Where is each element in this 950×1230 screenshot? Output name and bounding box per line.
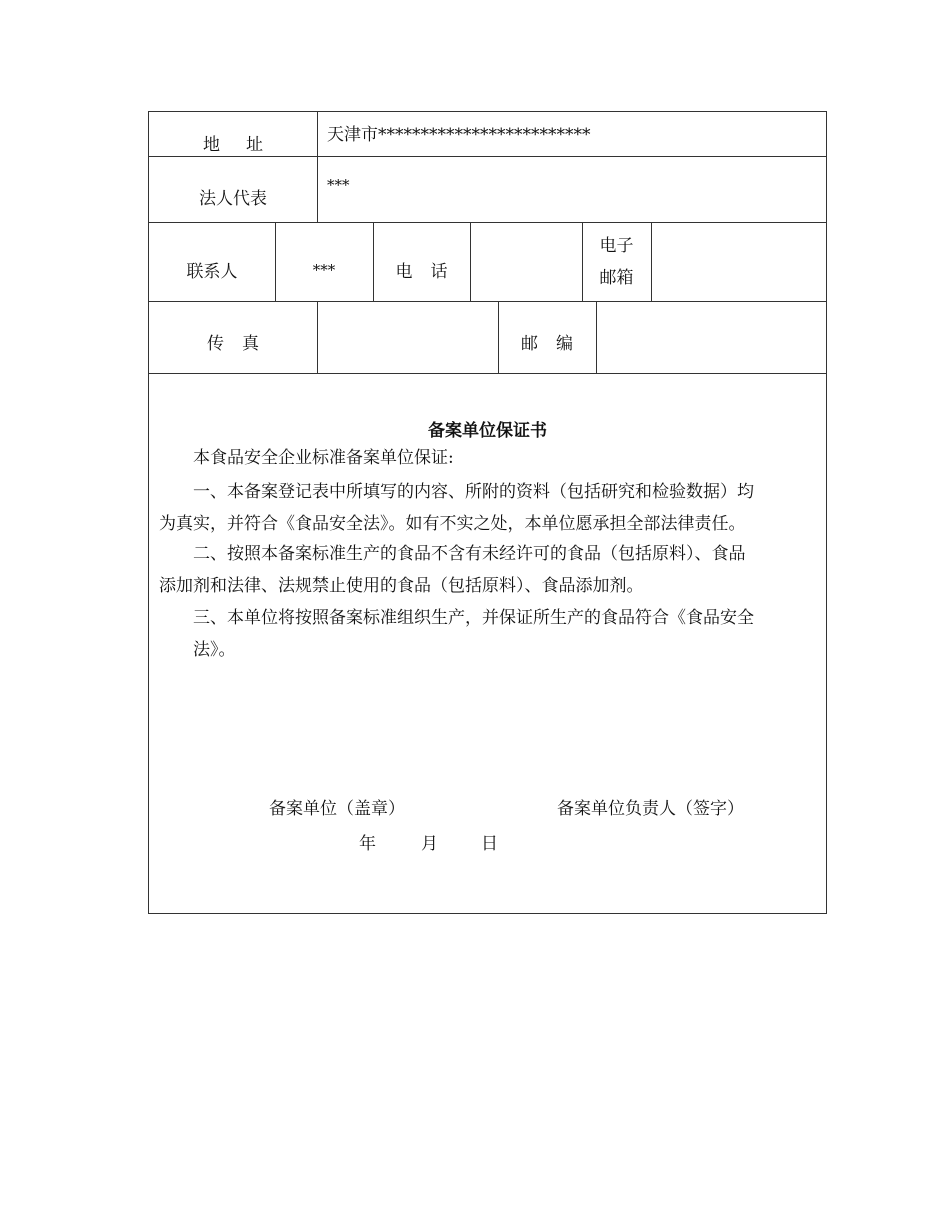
date-day: 日 — [481, 834, 498, 854]
date-year: 年 — [359, 834, 376, 854]
legal-rep-value[interactable] — [327, 156, 822, 222]
phone-label — [373, 222, 470, 301]
phone-value[interactable] — [470, 222, 582, 301]
email-label-line1: 电子 — [599, 235, 634, 256]
item1-line2: 为真实，并符合《食品安全法》。如有不实之处，本单位愿承担全部法律责任。 — [159, 514, 746, 534]
item2-line2: 添加剂和法律、法规禁止使用的食品（包括原料）、食品添加剂。 — [159, 576, 644, 596]
legal-rep-value-text: *** — [327, 176, 350, 194]
column-divider — [317, 112, 318, 222]
filing-form — [148, 111, 827, 914]
legal-rep-label-text: 法人代表 — [199, 188, 267, 209]
item3-line2: 法》。 — [193, 640, 236, 660]
signature-label: 备案单位负责人（签字） — [557, 799, 744, 819]
fax-label-text: 传真 — [207, 333, 277, 354]
item2-line1: 二、按照本备案标准生产的食品不含有未经许可的食品（包括原料）、食品 — [193, 544, 746, 564]
row-divider — [149, 373, 826, 374]
postcode-value[interactable] — [596, 301, 826, 373]
seal-label: 备案单位（盖章） — [269, 799, 405, 819]
fax-label — [149, 301, 317, 373]
item1-line1: 一、本备案登记表中所填写的内容、所附的资料（包括研究和检验数据）均 — [193, 482, 754, 502]
certificate-intro: 本食品安全企业标准备案单位保证: — [193, 448, 454, 468]
legal-rep-label — [149, 156, 317, 222]
postcode-label-text: 邮编 — [521, 333, 591, 354]
address-value[interactable] — [327, 112, 822, 156]
contact-label — [149, 222, 275, 301]
contact-value[interactable] — [275, 222, 373, 301]
email-value[interactable] — [651, 222, 826, 301]
contact-value-text: *** — [312, 260, 336, 279]
email-label-line2: 邮箱 — [599, 267, 634, 288]
email-label — [582, 222, 651, 301]
postcode-label — [498, 301, 596, 373]
address-label-text: 地址 — [203, 134, 289, 155]
contact-label-text: 联系人 — [186, 262, 238, 282]
address-label — [149, 112, 317, 156]
fax-value[interactable] — [317, 301, 498, 373]
address-value-text: 天津市************************* — [327, 124, 591, 145]
item3-line1: 三、本单位将按照备案标准组织生产，并保证所生产的食品符合《食品安全 — [193, 608, 754, 628]
certificate-title: 备案单位保证书 — [428, 421, 547, 441]
phone-label-text: 电话 — [395, 262, 466, 282]
date-month: 月 — [421, 834, 438, 854]
